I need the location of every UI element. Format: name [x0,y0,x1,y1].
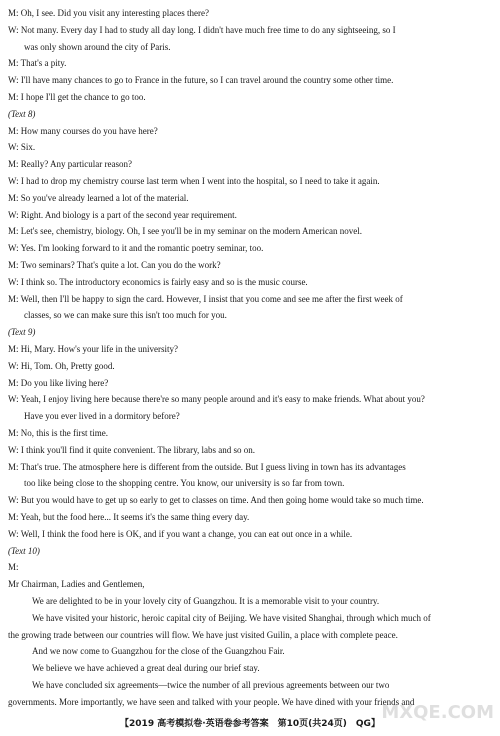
text-line: W: I think so. The introductory economics is fairly easy and so is the music course. [8,276,308,287]
text-line: M: [8,562,19,573]
text-line: W: Hi, Tom. Oh, Pretty good. [8,360,115,371]
text-line: W: Right. And biology is a part of the second year requirement. [8,209,237,220]
text-line: We are delighted to be in your lovely city of Guangzhou. It is a memorable visit to your country. [32,596,380,606]
text-line: M: Yeah, but the food here... It seems it's the same thing every day. [8,512,250,522]
text-line: classes, so we can make sure this isn't too much for you. [24,310,227,321]
text-line: And we now come to Guangzhou for the close of the Guangzhou Fair. [32,646,285,657]
site-watermark: MXQE.COM [381,702,494,723]
text-line: W: Yes. I'm looking forward to it and the romantic poetry seminar, too. [8,243,264,254]
text-line: M: That's a pity. [8,58,67,69]
text-line: W: Six. [8,142,36,153]
text-line: M: Let's see, chemistry, biology. Oh, I see you'll be in my seminar on the modern American novel. [8,226,362,237]
text-line: M: Really? Any particular reason? [8,159,132,170]
text-line: M: Do you like living here? [8,377,109,388]
text-line: We have concluded six agreements—twice the number of all previous agreements between our two [32,680,390,690]
text-line: We have visited your historic, heroic capital city of Beijing. We have visited Shanghai, through which much of [32,612,431,623]
text-line: W: Yeah, I enjoy living here because there're so many people around and it's easy to make friends. What about you? [8,394,425,405]
text-line: W: But you would have to get up so early to get to classes on time. And then going home would take so much time. [8,495,424,506]
page-footer: 【2019 高考模拟卷·英语卷参考答案 第10页(共24页) QG】 [120,719,380,729]
text-line: M: How many courses do you have here? [8,125,158,136]
text-line: Mr Chairman, Ladies and Gentlemen, [8,579,145,590]
text-line: M: Well, then I'll be happy to sign the card. However, I insist that you come and see me after the first week of [8,293,403,304]
text-line: Have you ever lived in a dormitory before? [24,411,180,422]
text-line: too like being close to the shopping centre. You know, our university is so far from town. [24,478,345,489]
text-line: W: I had to drop my chemistry course last term when I went into the hospital, so I need to take it again. [8,176,380,186]
text-line: governments. More importantly, we have seen and talked with your people. We have dined with your friends and [8,696,415,707]
text-line: W: Well, I think the food here is OK, and if you want a change, you can eat out once in a while. [8,528,353,539]
text-line: M: That's true. The atmosphere here is different from the outside. But I guess living in town has its advantages [8,461,406,472]
text-line: M: I hope I'll get the chance to go too. [8,92,146,102]
section-heading: (Text 10) [8,545,40,556]
text-line: We believe we have achieved a great deal during our brief stay. [32,663,260,674]
text-line: M: So you've already learned a lot of the material. [8,192,189,203]
text-line: M: Two seminars? That's quite a lot. Can you do the work? [8,260,221,270]
text-line: was only shown around the city of Paris. [24,41,171,52]
section-heading: (Text 9) [8,327,36,338]
section-heading: (Text 8) [8,108,36,119]
text-line: W: Not many. Every day I had to study all day long. I didn't have much free time to do any sightseeing, so I [8,24,396,35]
text-line: W: I think you'll find it quite convenient. The library, labs and so on. [8,444,255,455]
text-line: M: Oh, I see. Did you visit any interesting places there? [8,8,209,18]
text-line: W: I'll have many chances to go to France in the future, so I can travel around the country some other time. [8,75,394,86]
text-line: the growing trade between our countries will flow. We have just visited Guilin, a place with complete peace. [8,629,398,640]
text-line: M: No, this is the first time. [8,428,108,438]
text-line: M: Hi, Mary. How's your life in the university? [8,344,179,354]
